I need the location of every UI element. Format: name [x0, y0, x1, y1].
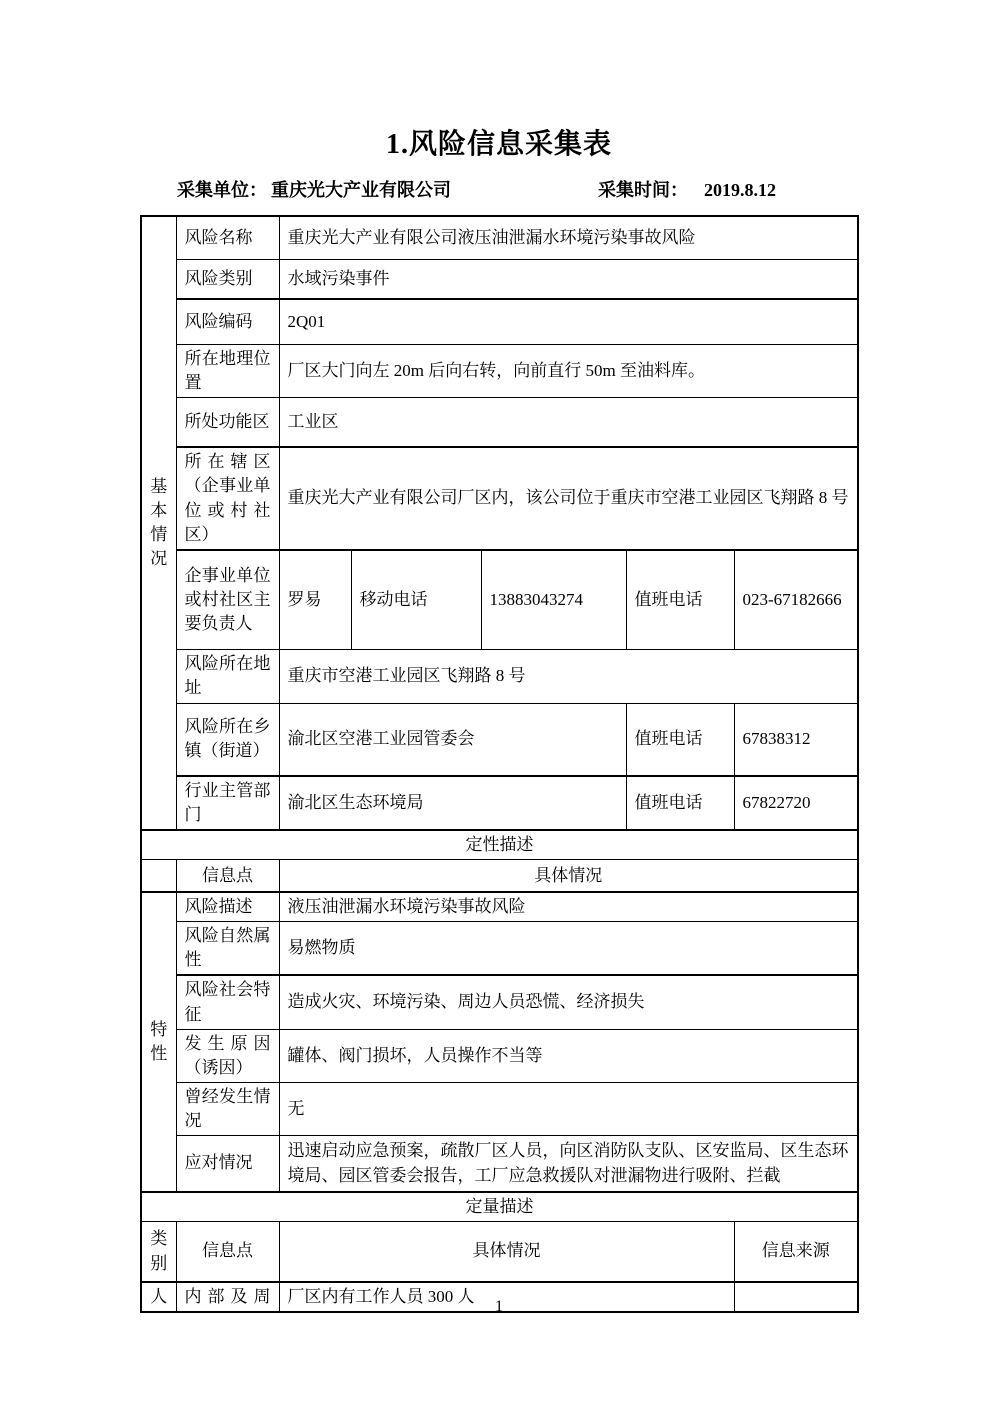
row-quantitative-columns	[141, 1222, 858, 1282]
row-label: 风险编码	[176, 299, 279, 344]
cell-value: 造成火灾、环境污染、周边人员恐慌、经济损失	[279, 975, 858, 1029]
row-label: 风险类别	[176, 259, 279, 299]
row-label: 风险所在地址	[176, 650, 279, 703]
row-risk-name	[141, 216, 858, 259]
section-label-basic: 基本情况	[141, 216, 176, 830]
collect-unit-value: 重庆光大产业有限公司	[271, 180, 451, 200]
row-label: 风险自然属性	[176, 922, 279, 976]
duty-phone-number: 67838312	[734, 703, 858, 776]
row-geo-location	[141, 344, 858, 397]
source-header: 信息来源	[734, 1222, 858, 1282]
risk-info-table	[140, 215, 859, 1313]
collect-time-value: 2019.8.12	[704, 180, 776, 200]
row-industry-dept	[141, 776, 858, 830]
row-label: 发生原因（诱因）	[176, 1029, 279, 1082]
section-label-person: 人	[141, 1282, 176, 1312]
cell-value: 渝北区空港工业园管委会	[279, 703, 626, 776]
section-label-category: 类别	[141, 1222, 176, 1282]
row-label: 所在辖区（企事业单位或村社区）	[176, 447, 279, 550]
row-natural-attribute	[141, 922, 858, 976]
spacer-cell	[141, 860, 176, 892]
section-label-traits: 特性	[141, 892, 176, 1192]
row-quantitative-header	[141, 1192, 858, 1222]
cell-value: 2Q01	[279, 299, 858, 344]
row-label: 内部及周	[176, 1282, 279, 1312]
quantitative-section-header: 定量描述	[141, 1192, 858, 1222]
cell-value: 厂区大门向左 20m 后向右转，向前直行 50m 至油料库。	[279, 344, 858, 397]
row-label: 所处功能区	[176, 397, 279, 447]
row-label: 风险社会特征	[176, 975, 279, 1029]
cell-value: 渝北区生态环境局	[279, 776, 626, 830]
cell-value: 厂区内有工作人员 300 人	[279, 1282, 734, 1312]
cell-value: 重庆光大产业有限公司液压油泄漏水环境污染事故风险	[279, 216, 858, 259]
row-cause	[141, 1029, 858, 1082]
cell-value: 水域污染事件	[279, 259, 858, 299]
row-principal	[141, 550, 858, 650]
cell-value: 重庆光大产业有限公司厂区内，该公司位于重庆市空港工业园区飞翔路 8 号	[279, 447, 858, 550]
row-label: 风险所在乡镇（街道）	[176, 703, 279, 776]
info-point-header: 信息点	[176, 1222, 279, 1282]
collect-unit	[177, 177, 451, 203]
row-response	[141, 1136, 858, 1192]
duty-phone-label: 值班电话	[626, 703, 734, 776]
row-qualitative-header	[141, 830, 858, 860]
duty-phone-number: 67822720	[734, 776, 858, 830]
row-label: 风险描述	[176, 892, 279, 922]
document-content	[140, 0, 858, 1313]
row-past-occurrence	[141, 1083, 858, 1136]
detail-header: 具体情况	[279, 860, 858, 892]
qualitative-section-header: 定性描述	[141, 830, 858, 860]
cell-value: 液压油泄漏水环境污染事故风险	[279, 892, 858, 922]
page-number: 1	[495, 1298, 503, 1315]
row-social-characteristic	[141, 975, 858, 1029]
row-label: 曾经发生情况	[176, 1083, 279, 1136]
duty-phone-number: 023-67182666	[734, 550, 858, 650]
cell-value: 工业区	[279, 397, 858, 447]
mobile-phone-number: 13883043274	[481, 550, 626, 650]
row-functional-zone	[141, 397, 858, 447]
row-township	[141, 703, 858, 776]
row-jurisdiction	[141, 447, 858, 550]
row-label: 行业主管部门	[176, 776, 279, 830]
row-risk-address	[141, 650, 858, 703]
cell-value: 罐体、阀门损坏，人员操作不当等	[279, 1029, 858, 1082]
row-risk-code	[141, 299, 858, 344]
row-risk-type	[141, 259, 858, 299]
collect-time-label: 采集时间：	[598, 180, 688, 200]
row-risk-description	[141, 892, 858, 922]
duty-phone-label: 值班电话	[626, 550, 734, 650]
row-label: 风险名称	[176, 216, 279, 259]
info-point-header: 信息点	[176, 860, 279, 892]
cell-value: 重庆市空港工业园区飞翔路 8 号	[279, 650, 858, 703]
row-label: 企事业单位或村社区主要负责人	[176, 550, 279, 650]
page-title: 1.风险信息采集表	[385, 129, 612, 160]
detail-header: 具体情况	[279, 1222, 734, 1282]
row-qualitative-columns	[141, 860, 858, 892]
collection-meta	[140, 177, 858, 203]
collect-unit-label: 采集单位：	[177, 180, 267, 200]
principal-name: 罗易	[279, 550, 351, 650]
cell-value: 迅速启动应急预案，疏散厂区人员，向区消防队支队、区安监局、区生态环境局、园区管委会报告，工厂应急救援队对泄漏物进行吸附、拦截	[279, 1136, 858, 1192]
mobile-phone-label: 移动电话	[351, 550, 481, 650]
duty-phone-label: 值班电话	[626, 776, 734, 830]
row-label: 应对情况	[176, 1136, 279, 1192]
cell-value: 易燃物质	[279, 922, 858, 976]
cell-value: 无	[279, 1083, 858, 1136]
collect-time	[598, 177, 776, 203]
row-label: 所在地理位置	[176, 344, 279, 397]
